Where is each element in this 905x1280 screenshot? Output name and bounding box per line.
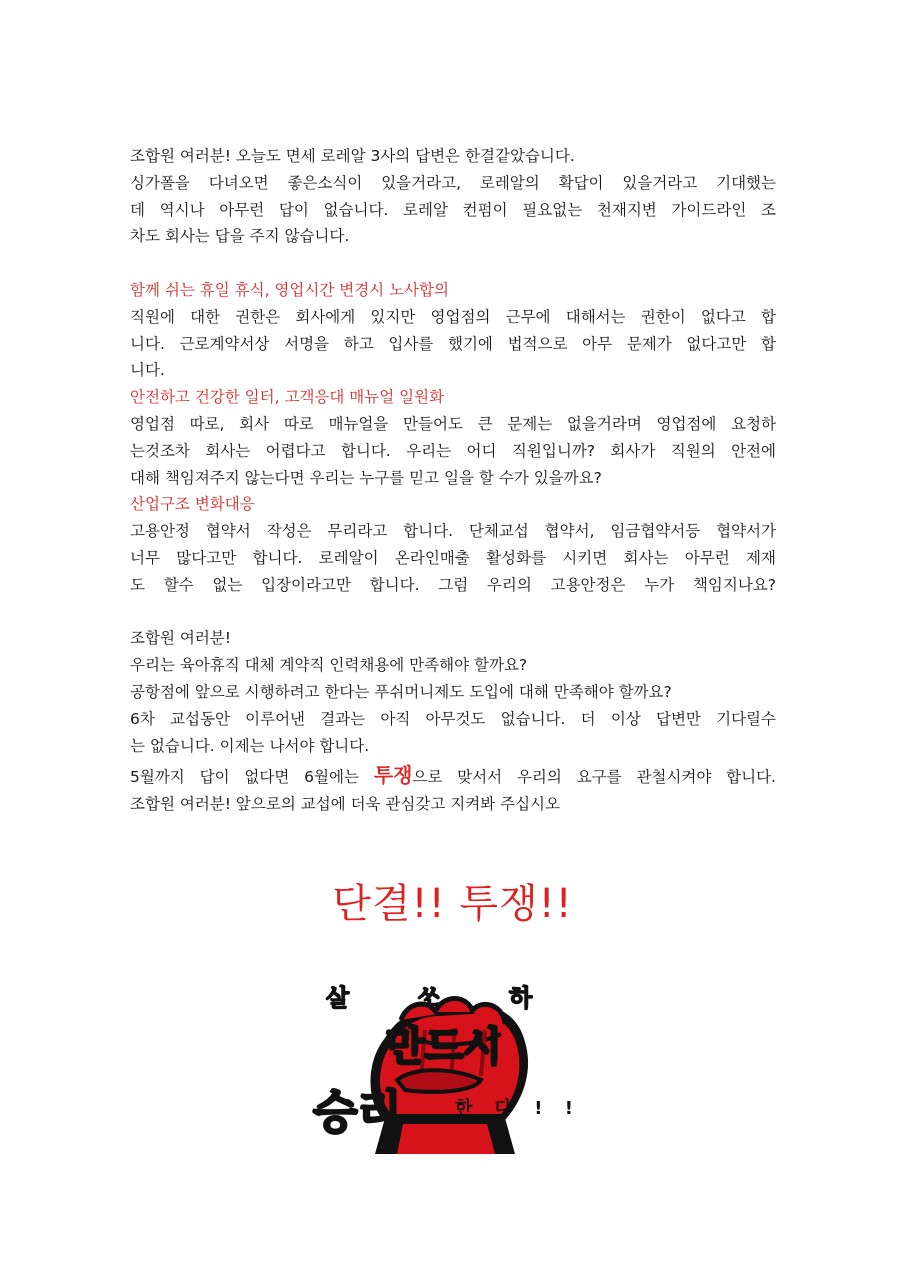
closing-line: 조합원 여러분! [130,629,231,648]
section-heading: 안전하고 건강한 일터, 고객응대 매뉴얼 일원화 [130,388,445,407]
strike-line-before: 5월까지 답이 없다면 6월에는 [130,768,374,787]
section-line: 대해 책임져주지 않는다면 우리는 누구를 믿고 일을 할 수가 있을까요? [130,468,602,487]
poster-bottom-big: 승리 [313,1085,402,1139]
section-holidays [130,277,776,384]
final-line: 조합원 여러분! 앞으로의 교섭에 더욱 관심갖고 지켜봐 주십시오 [130,795,561,814]
document-body [130,143,776,818]
raised-fist-icon [305,968,583,1154]
slogan-heading: 단결!! 투쟁!! [332,881,573,927]
fist-poster-image [305,968,583,1154]
intro-paragraph [130,143,776,250]
section-line: 니다. [130,361,165,380]
intro-line: 싱가폴을 다녀오면 좋은소식이 있을거라고, 로레알의 확답이 있을거라고 기대했는 [130,173,776,192]
strike-line-after: 으로 맞서서 우리의 요구를 관철시켜야 합니다. [412,768,776,787]
spacer [130,250,776,277]
closing-line: 6차 교섭동안 이루어낸 결과는 아직 아무것도 없습니다. 더 이상 답변만 기다릴수 [130,709,776,728]
closing-paragraph [130,625,776,818]
spacer [130,599,776,626]
section-line: 니다. 근로계약서상 서명을 하고 입사를 했기에 법적으로 아무 문제가 없다고만 합 [130,334,776,353]
section-safety [130,384,776,491]
section-line: 는것조차 회사는 어렵다고 합니다. 우리는 어디 직원입니까? 회사가 직원의 안전에 [130,441,776,460]
poster-bottom-small: 한 다 ! ! [455,1098,581,1119]
closing-line: 공항점에 앞으로 시행하려고 한다는 푸쉬머니제도 도입에 대해 만족해야 할까요? [130,682,672,701]
section-heading: 산업구조 변화대응 [130,495,255,514]
strike-emphasis: 투쟁 [373,763,413,788]
section-heading: 함께 쉬는 휴일 휴식, 영업시간 변경시 노사합의 [130,280,449,299]
intro-line: 데 역시나 아무런 답이 없습니다. 로레알 컨펌이 필요없는 천재지변 가이드라인 조 [130,200,776,219]
section-line: 영업점 따로, 회사 따로 매뉴얼을 만들어도 큰 문제는 없을거라며 영업점에 요청하 [130,414,776,433]
strike-line [130,762,776,791]
section-line: 고용안정 협약서 작성은 무리라고 합니다. 단체교섭 협약서, 임금협약서등 협약서가 [130,522,776,541]
intro-line: 차도 회사는 답을 주지 않습니다. [130,227,350,246]
poster-top-text: 살 쏘 하 [325,984,563,1012]
poster-middle-text: 만드시 [386,1024,502,1070]
closing-line: 는 없습니다. 이제는 나서야 합니다. [130,736,370,755]
section-line: 직원에 대한 권한은 회사에게 있지만 영업점의 근무에 대해서는 권한이 없다고 합 [130,307,776,326]
section-line: 도 할수 없는 입장이라고만 합니다. 그럼 우리의 고용안정은 누가 책임지나요? [130,575,776,594]
closing-line: 우리는 육아휴직 대체 계약직 인력채용에 만족해야 할까요? [130,656,528,675]
intro-line: 조합원 여러분! 오늘도 면세 로레알 3사의 답변은 한결같았습니다. [130,147,575,165]
section-line: 너무 많다고만 합니다. 로레알이 온라인매출 활성화를 시키면 회사는 아무런 제재 [130,548,776,567]
section-industry [130,491,776,598]
